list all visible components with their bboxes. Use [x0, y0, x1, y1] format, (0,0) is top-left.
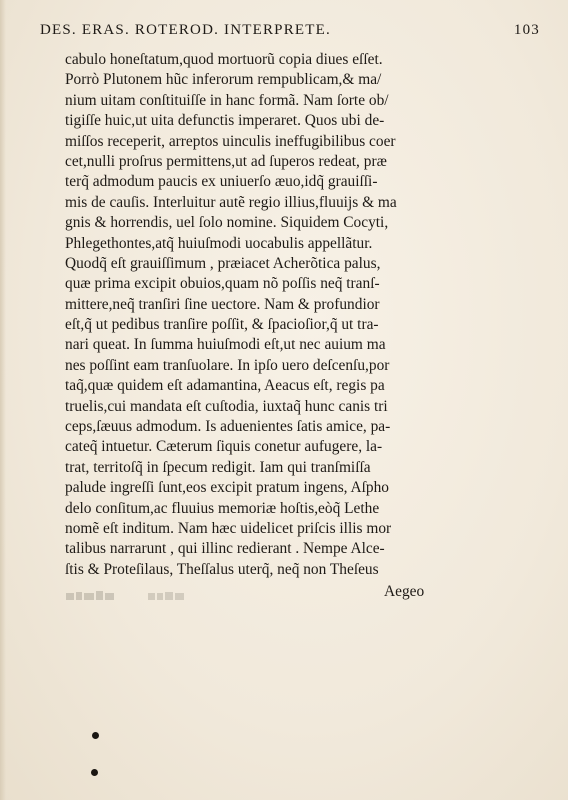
text-line: ſtis & Proteſilaus, Theſſalus uterq̃, neq̃ non Theſeus — [65, 560, 379, 578]
page-edge-shadow — [0, 0, 6, 800]
text-line: gnis & horrendis, uel ſolo nomine. Siquidem Cocyti, — [65, 214, 389, 232]
text-line: cabulo honeſtatum,quod mortuorũ copia diues eſſet. — [65, 51, 383, 68]
text-line: trat, territoſq̃ in ſpecum redigit. Iam qui tranſmiſſa — [65, 458, 371, 476]
text-line: tigiſſe huic,ut uita defunctis imperaret. Quos ubi de- — [65, 112, 385, 130]
text-line: nium uitam conſtituiſſe in hanc formã. Nam ſorte ob/ — [65, 91, 389, 109]
text-line: cateq̃ intuetur. Cæterum ſiquis conetur aufugere, la- — [65, 438, 383, 456]
text-line: mittere,neq̃ tranſiri ſine uectore. Nam & profundior — [65, 295, 380, 313]
text-line: nomẽ eſt inditum. Nam hæc uidelicet priſcis illis mor — [65, 519, 392, 537]
ink-bleed-through — [66, 588, 126, 604]
page-number: 103 — [513, 22, 540, 38]
text-line: cet,nulli proſrus permittens,ut ad ſuperos redeat, præ — [65, 152, 387, 170]
text-line: Quodq̃ eſt grauiſſimum , præiacet Acherõtica palus, — [65, 254, 381, 272]
catchword: Aegeo — [384, 583, 425, 600]
text-line: quæ prima excipit obuios,quam nõ poſſis neq̃ tranſ- — [65, 275, 380, 293]
ink-dot — [91, 769, 98, 776]
text-line: truelis,cui mandata eſt cuſtodia, iuxtaq̃ hunc canis tri — [65, 397, 388, 415]
running-header — [40, 22, 540, 46]
text-line: terq̃ admodum paucis ex uniuerſo æuo,idq̃ grauiſſi- — [65, 173, 378, 191]
text-line: Porrò Plutonem hũc inferorum rempublicam,& ma/ — [65, 71, 382, 89]
text-line: nes poſſint eam tranſuolare. In ipſo uero deſcenſu,por — [65, 356, 390, 374]
text-line: palude ingreſſi ſunt,eos excipit pratum ingens, Aſpho — [65, 479, 389, 497]
text-line: ceps,ſæuus admodum. Is aduenientes ſatis amice, pa- — [65, 418, 391, 436]
text-line: delo conſitum,ac fluuius memoriæ hoſtis,eòq̃ Lethe — [65, 499, 380, 517]
text-line: taq̃,quæ quidem eſt adamantina, Aeacus eſt, regis pa — [65, 377, 385, 395]
running-title: DES. ERAS. ROTEROD. INTERPRETE. — [40, 22, 331, 38]
text-line: talibus narrarunt , qui illinc redierant . Nempe Alce- — [65, 540, 385, 558]
text-line: eſt,q̃ ut pedibus tranſire poſſit, & ſpacioſior,q̃ ut tra- — [65, 316, 379, 334]
body-text — [65, 50, 457, 580]
text-line: miſſos receperit, arreptos uinculis ineffugibilibus coer — [65, 132, 396, 150]
text-line: mis de cauſis. Interluitur autẽ regio illius,fluuijs & ma — [65, 193, 397, 211]
text-line: nari queat. In ſumma huiuſmodi eſt,ut nec auium ma — [65, 336, 386, 354]
text-line: Phlegethontes,atq̃ huiuſmodi uocabulis appellãtur. — [65, 234, 373, 252]
ink-dot — [92, 732, 99, 739]
ink-bleed-through-2 — [148, 590, 188, 602]
